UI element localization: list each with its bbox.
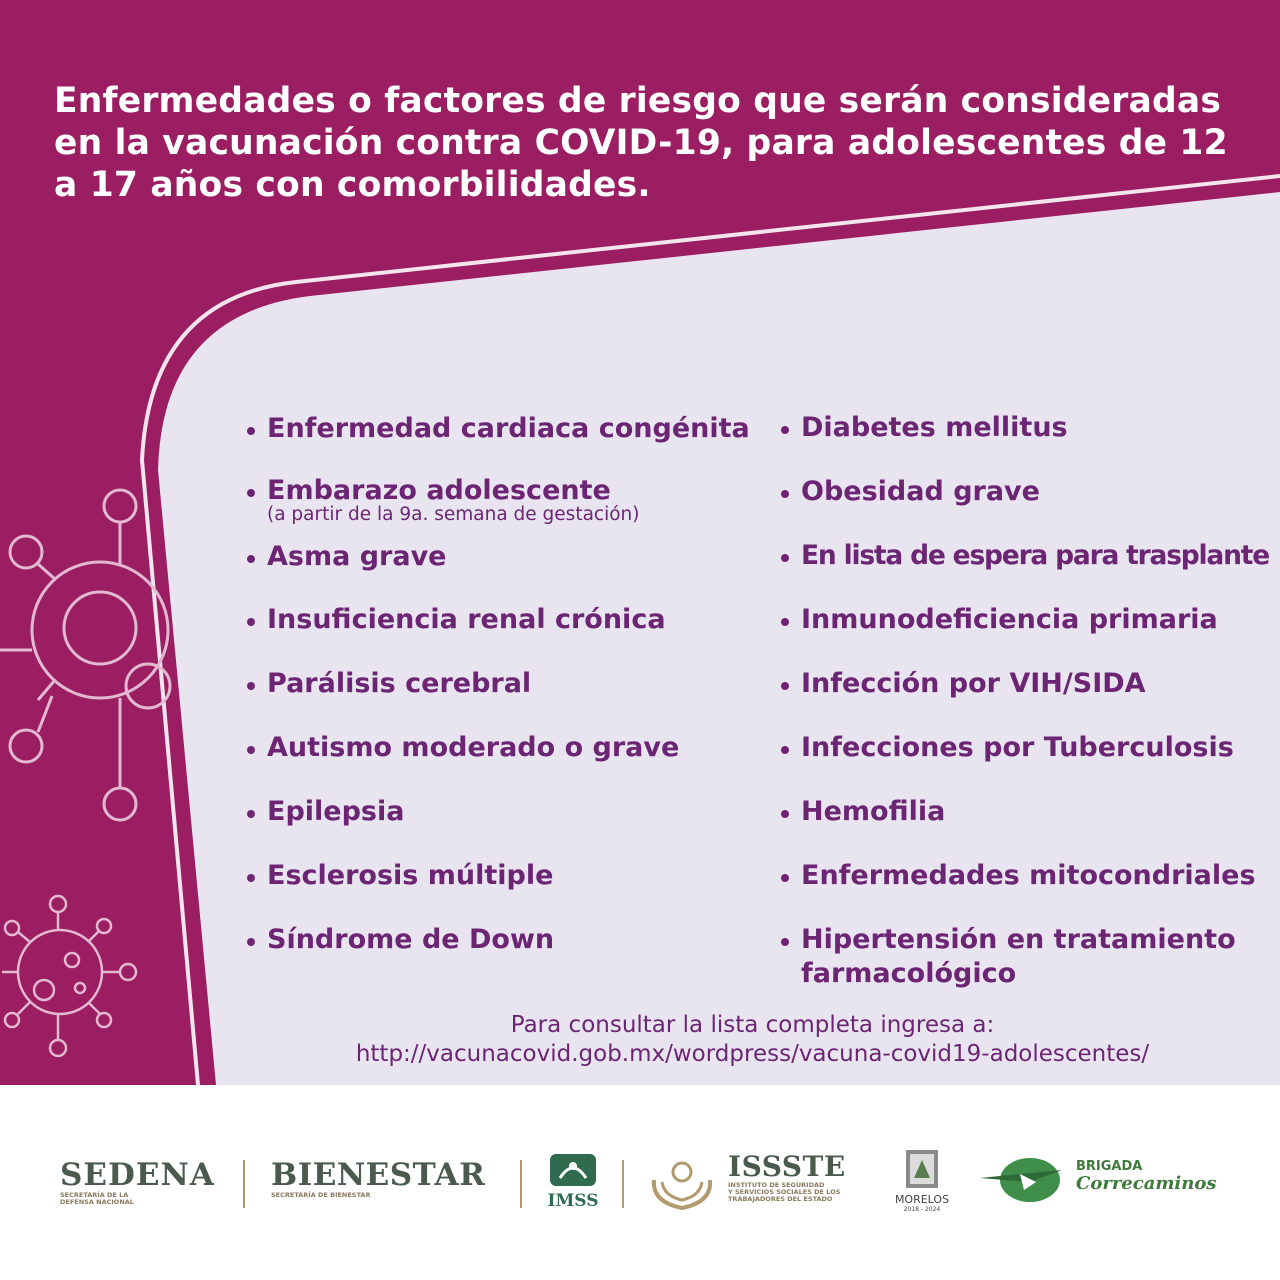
bullet-icon <box>247 489 255 497</box>
condition-label: Parálisis cerebral <box>267 668 532 699</box>
condition-label: Diabetes mellitus <box>801 412 1068 443</box>
issste-hands-icon <box>648 1150 718 1212</box>
logo-divider <box>520 1160 522 1208</box>
condition-label: Esclerosis múltiple <box>267 860 554 891</box>
imss-emblem-icon <box>548 1152 598 1188</box>
list-item <box>801 859 1256 893</box>
condition-label: En lista de espera para trasplante <box>801 540 1270 571</box>
issste-name: ISSSTE <box>728 1150 846 1183</box>
list-item <box>267 923 554 957</box>
consult-url-link[interactable]: http://vacunacovid.gob.mx/wordpress/vacuna-covid19-adolescentes/ <box>355 1041 1150 1067</box>
list-item <box>267 540 447 574</box>
condition-label: Infección por VIH/SIDA <box>801 668 1146 699</box>
consult-text: Para consultar la lista completa ingresa a: <box>510 1012 995 1038</box>
bullet-icon <box>781 490 789 498</box>
bullet-icon <box>247 938 255 946</box>
bullet-icon <box>247 682 255 690</box>
bullet-icon <box>247 810 255 818</box>
morelos-shield-icon <box>902 1148 942 1190</box>
list-item <box>801 411 1068 445</box>
list-item <box>801 731 1234 765</box>
bullet-icon <box>781 682 789 690</box>
issste-sub2: Y SERVICIOS SOCIALES DE LOS <box>728 1188 841 1196</box>
sedena-sub2: DEFENSA NACIONAL <box>60 1198 134 1206</box>
bienestar-name: BIENESTAR <box>271 1157 486 1193</box>
bullet-icon <box>781 618 789 626</box>
sedena-sub1: SECRETARÍA DE LA <box>60 1191 129 1199</box>
list-item <box>267 731 679 765</box>
sedena-name: SEDENA <box>60 1157 215 1193</box>
condition-label: Epilepsia <box>267 796 405 827</box>
condition-label: Hipertensión en tratamiento <box>801 924 1236 955</box>
list-item <box>267 859 553 893</box>
bullet-icon <box>781 746 789 754</box>
sedena-logo <box>60 1158 215 1206</box>
list-item <box>267 603 666 637</box>
bullet-icon <box>247 618 255 626</box>
list-item <box>267 474 639 526</box>
list-item <box>267 667 531 701</box>
morelos-years: 2018 - 2024 <box>903 1206 941 1213</box>
bullet-icon <box>781 938 789 946</box>
imss-name: IMSS <box>547 1191 599 1211</box>
imss-logo <box>546 1152 600 1210</box>
condition-label: Embarazo adolescente <box>267 475 611 506</box>
bullet-icon <box>781 554 789 562</box>
brigada-label: BRIGADA <box>1076 1159 1143 1174</box>
issste-sub3: TRABAJADORES DEL ESTADO <box>728 1195 833 1203</box>
condition-label: Insuficiencia renal crónica <box>267 604 666 635</box>
list-item <box>801 667 1146 701</box>
condition-label: Obesidad grave <box>801 476 1040 507</box>
bullet-icon <box>781 810 789 818</box>
morelos-logo <box>886 1148 958 1214</box>
list-item <box>801 475 1040 509</box>
bienestar-logo <box>271 1158 485 1199</box>
bullet-icon <box>781 426 789 434</box>
condition-label: Enfermedades mitocondriales <box>801 860 1256 891</box>
condition-label: Inmunodeficiencia primaria <box>801 604 1218 635</box>
issste-sub1: INSTITUTO DE SEGURIDAD <box>728 1181 825 1189</box>
page-title: Enfermedades o factores de riesgo que serán consideradas en la vacunación contra COVID-19, para adolescentes de 12 a 17 años con comorbilidades. <box>54 81 1228 205</box>
condition-label-line2: farmacológico <box>801 958 1017 989</box>
bienestar-sub: SECRETARÍA DE BIENESTAR <box>271 1191 371 1199</box>
correcaminos-label: Correcaminos <box>1076 1173 1217 1194</box>
condition-label: Enfermedad cardiaca congénita <box>267 413 750 444</box>
condition-label: Autismo moderado o grave <box>267 732 680 763</box>
list-item <box>801 795 945 829</box>
list-item <box>267 795 404 829</box>
condition-note: (a partir de la 9a. semana de gestación) <box>267 504 640 525</box>
bullet-icon <box>247 427 255 435</box>
condition-label: Asma grave <box>267 541 447 572</box>
logo-divider <box>243 1160 245 1208</box>
correcaminos-bird-icon <box>980 1152 1072 1206</box>
logo-divider <box>622 1160 624 1208</box>
condition-label: Hemofilia <box>801 796 946 827</box>
bullet-icon <box>781 874 789 882</box>
list-item <box>801 539 1269 573</box>
list-item <box>801 603 1218 637</box>
list-item <box>801 923 1236 991</box>
morelos-name: MORELOS <box>894 1193 950 1206</box>
bullet-icon <box>247 874 255 882</box>
bullet-icon <box>247 555 255 563</box>
list-item <box>267 412 750 446</box>
condition-label: Infecciones por Tuberculosis <box>801 732 1234 763</box>
bullet-icon <box>247 746 255 754</box>
condition-label: Síndrome de Down <box>267 924 555 955</box>
